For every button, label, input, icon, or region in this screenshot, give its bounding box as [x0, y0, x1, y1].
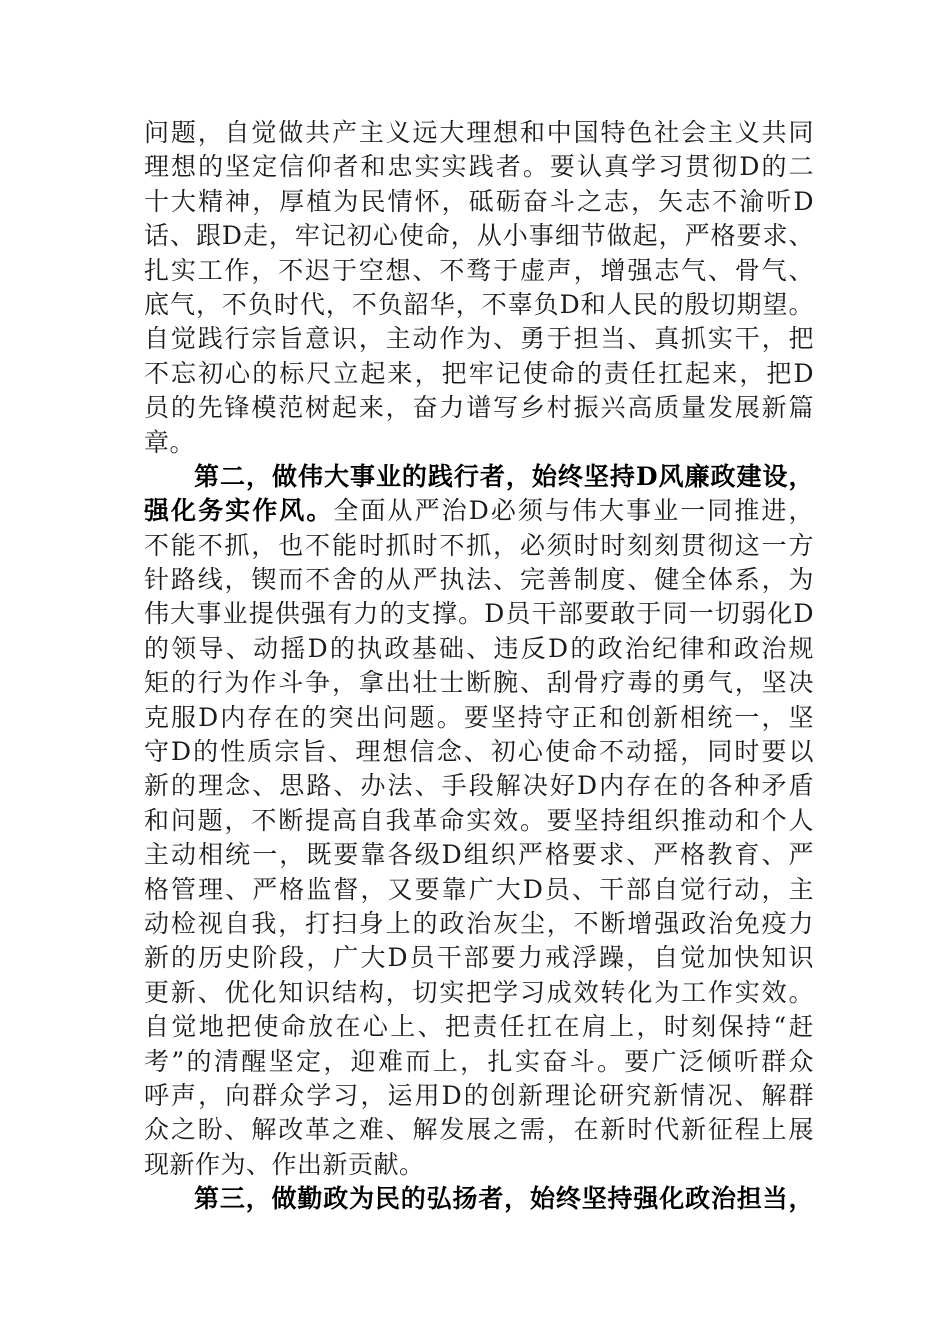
body-text: 现新作为、作出新贡献。 — [144, 1149, 425, 1179]
text-line — [144, 357, 814, 391]
text-line — [144, 907, 814, 941]
body-text: 话、跟D走，牢记初心使命，从小事细节做起，严格要求、 — [144, 221, 814, 251]
text-line — [144, 254, 814, 288]
body-text: 主动相统一，既要靠各级D组织严格要求、严格教育、严 — [144, 840, 814, 870]
body-text: 十大精神，厚植为民情怀，砥砺奋斗之志，矢志不渝听D — [144, 186, 814, 216]
body-text: 伟大事业提供强有力的支撑。D员干部要敢于同一切弱化D — [144, 599, 814, 629]
body-text: 动检视自我，打扫身上的政治灰尘，不断增强政治免疫力 — [144, 908, 814, 938]
bold-heading-text: 第二，做伟大事业的践行者，始终坚持D风廉政建设， — [194, 461, 814, 491]
body-text: 众之盼、解改革之难、解发展之需，在新时代新征程上展 — [144, 1115, 814, 1145]
body-text: 针路线，锲而不舍的从严执法、完善制度、健全体系，为 — [144, 565, 814, 595]
text-line — [144, 219, 814, 253]
text-line — [144, 632, 814, 666]
text-line — [144, 185, 814, 219]
body-text: 问题，自觉做共产主义远大理想和中国特色社会主义共同 — [144, 118, 814, 147]
text-line — [144, 701, 814, 735]
text-line — [144, 1010, 814, 1044]
text-line — [144, 976, 814, 1010]
text-line — [144, 529, 814, 563]
body-text: 底气，不负时代，不负韶华，不辜负D和人民的殷切期望。 — [144, 289, 814, 319]
body-text: 全面从严治D必须与伟大事业一同推进， — [333, 496, 814, 526]
text-line — [144, 322, 814, 356]
text-line — [144, 426, 814, 460]
body-text: 扎实工作，不迟于空想、不骛于虚声，增强志气、骨气、 — [144, 255, 814, 285]
text-line — [144, 941, 814, 975]
text-line — [144, 150, 814, 184]
body-text: 的领导、动摇D的执政基础、违反D的政治纪律和政治规 — [144, 633, 814, 663]
text-line — [144, 1113, 814, 1147]
text-line — [144, 597, 814, 631]
body-text: 章。 — [144, 427, 196, 457]
body-text: 和问题，不断提高自我革命实效。要坚持组织推动和个人 — [144, 805, 814, 835]
body-text: 格管理、严格监督，又要靠广大D员、干部自觉行动，主 — [144, 874, 814, 904]
body-text: 新的理念、思路、办法、手段解决好D内存在的各种矛盾 — [144, 771, 814, 801]
text-line — [144, 735, 814, 769]
body-text: 考”的清醒坚定，迎难而上，扎实奋斗。要广泛倾听群众 — [144, 1046, 814, 1076]
body-text: 员的先锋模范树起来，奋力谱写乡村振兴高质量发展新篇 — [144, 393, 814, 423]
bold-heading-text: 第三，做勤政为民的弘扬者，始终坚持强化政治担当， — [194, 1184, 814, 1214]
text-line — [144, 873, 814, 907]
body-text: 新的历史阶段，广大D员干部要力戒浮躁，自觉加快知识 — [144, 943, 814, 973]
text-line — [144, 1182, 814, 1216]
text-line — [144, 769, 814, 803]
body-text: 不能不抓，也不能时抓时不抓，必须时时刻刻贯彻这一方 — [144, 530, 814, 560]
text-line — [144, 563, 814, 597]
text-line — [144, 1148, 814, 1182]
text-line — [144, 804, 814, 838]
body-text: 矩的行为作斗争，拿出壮士断腕、刮骨疗毒的勇气，坚决 — [144, 668, 814, 698]
body-text: 守D的性质宗旨、理想信念、初心使命不动摇，同时要以 — [144, 737, 814, 767]
text-line — [144, 116, 814, 150]
body-text: 更新、优化知识结构，切实把学习成效转化为工作实效。 — [144, 977, 814, 1007]
text-line — [144, 666, 814, 700]
text-line — [144, 460, 814, 494]
body-text: 克服D内存在的突出问题。要坚持守正和创新相统一，坚 — [144, 702, 814, 732]
document-body — [144, 116, 814, 1217]
body-text: 理想的坚定信仰者和忠实实践者。要认真学习贯彻D的二 — [144, 152, 814, 182]
text-line — [144, 1045, 814, 1079]
body-text: 自觉践行宗旨意识，主动作为、勇于担当、真抓实干，把 — [144, 324, 814, 354]
text-line — [144, 391, 814, 425]
body-text: 自觉地把使命放在心上、把责任扛在肩上，时刻保持“赶 — [144, 1012, 814, 1042]
bold-heading-text: 强化务实作风。 — [144, 496, 334, 526]
text-line — [144, 494, 814, 528]
text-line — [144, 1079, 814, 1113]
body-text: 不忘初心的标尺立起来，把牢记使命的责任扛起来，把D — [144, 358, 814, 388]
text-line — [144, 288, 814, 322]
text-line — [144, 838, 814, 872]
body-text: 呼声，向群众学习，运用D的创新理论研究新情况、解群 — [144, 1080, 814, 1110]
